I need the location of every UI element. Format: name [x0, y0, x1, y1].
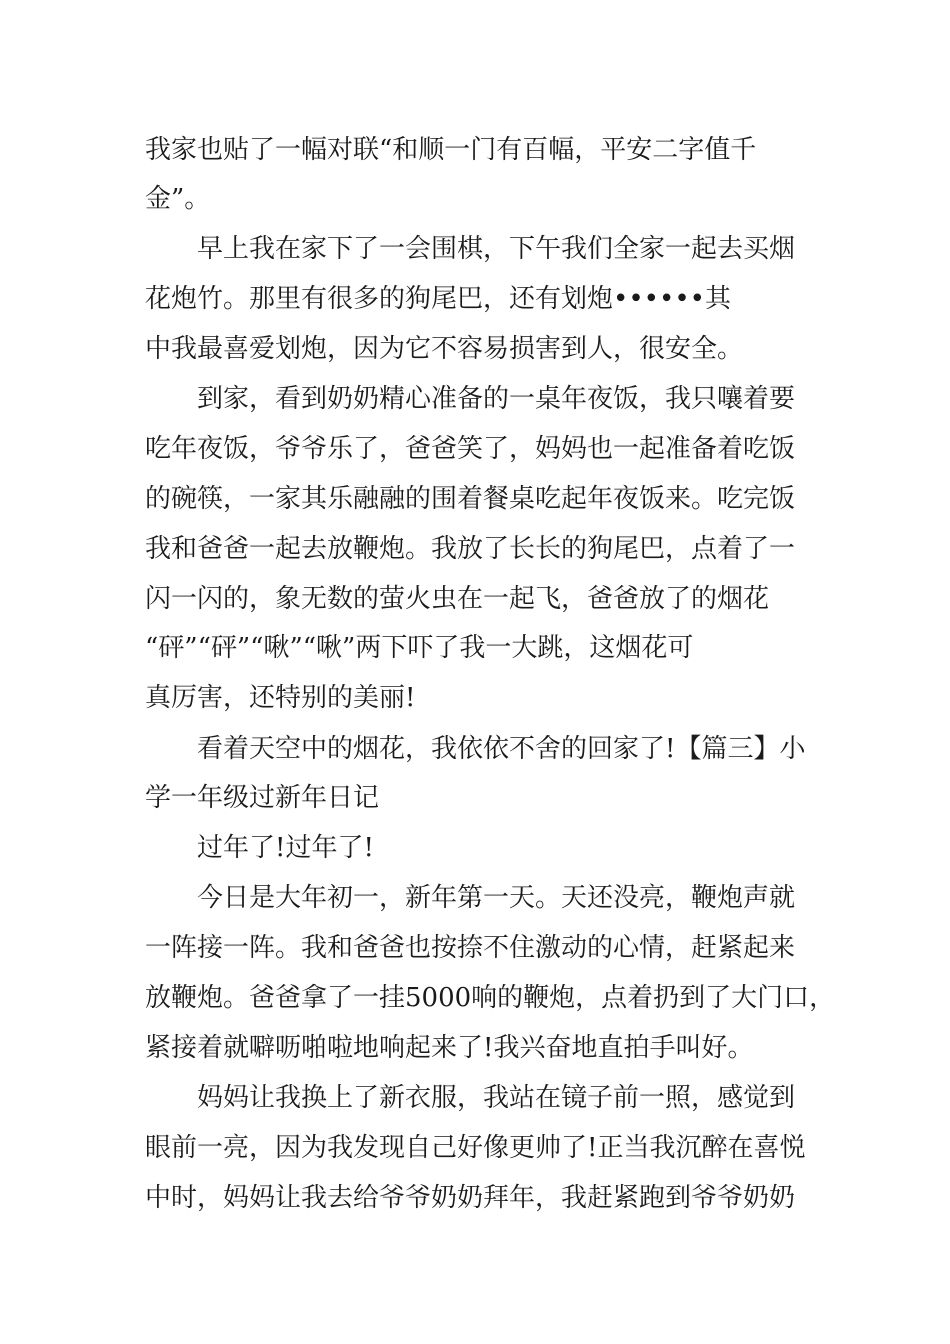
text-line: 我和爸爸一起去放鞭炮。我放了长长的狗尾巴，点着了一	[145, 534, 796, 564]
paragraph-first-line: 早上我在家下了一会围棋，下午我们全家一起去买烟	[197, 234, 796, 264]
text-line: 中时，妈妈让我去给爷爷奶奶拜年，我赶紧跑到爷爷奶奶	[145, 1183, 796, 1213]
paragraph-first-line: 看着天空中的烟花，我依依不舍的回家了!【篇三】小	[197, 734, 806, 764]
text-line: 金”。	[145, 184, 211, 214]
text-line: “砰”“砰”“啾”“啾”两下吓了我一大跳，这烟花可	[145, 633, 694, 663]
paragraph-first-line: 过年了!过年了!	[197, 833, 374, 863]
text-line: 一阵接一阵。我和爸爸也按捺不住激动的心情，赶紧起来	[145, 933, 796, 963]
paragraph-first-line: 今日是大年初一，新年第一天。天还没亮，鞭炮声就	[197, 883, 796, 913]
text-line: 紧接着就噼呖啪啦地响起来了!我兴奋地直拍手叫好。	[145, 1033, 754, 1063]
text-line: 真厉害，还特别的美丽!	[145, 683, 416, 713]
text-line: 学一年级过新年日记	[145, 783, 380, 813]
text-line: 放鞭炮。爸爸拿了一挂5000响的鞭炮，点着扔到了大门口，	[145, 983, 836, 1013]
text-line: 闪一闪的，象无数的萤火虫在一起飞，爸爸放了的烟花	[145, 584, 770, 614]
paragraph-first-line: 到家，看到奶奶精心准备的一桌年夜饭，我只嚷着要	[197, 384, 796, 414]
text-line: 我家也贴了一幅对联“和顺一门有百幅，平安二字值千	[145, 135, 757, 165]
paragraph-first-line: 妈妈让我换上了新衣服，我站在镜子前一照，感觉到	[197, 1083, 796, 1113]
text-line: 吃年夜饭，爷爷乐了，爸爸笑了，妈妈也一起准备着吃饭	[145, 434, 796, 464]
text-line: 眼前一亮，因为我发现自己好像更帅了!正当我沉醉在喜悦	[145, 1133, 806, 1163]
text-line: 的碗筷，一家其乐融融的围着餐桌吃起年夜饭来。吃完饭	[145, 484, 796, 514]
text-line: 花炮竹。那里有很多的狗尾巴，还有划炮••••••其	[145, 284, 732, 314]
text-line: 中我最喜爱划炮，因为它不容易损害到人，很安全。	[145, 334, 744, 364]
